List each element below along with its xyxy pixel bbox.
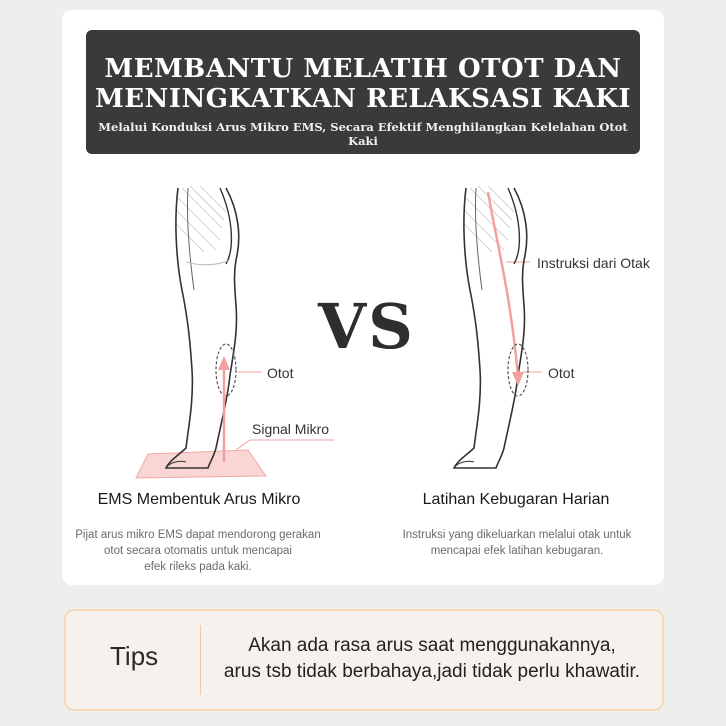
tips-divider <box>200 625 201 695</box>
left-desc-line: otot secara otomatis untuk mencapai <box>104 545 292 557</box>
signal-label: Signal Mikro <box>252 421 330 437</box>
right-desc-line: Instruksi yang dikeluarkan melalui otak untuk <box>402 529 632 541</box>
left-desc-line: efek rileks pada kaki. <box>144 561 252 573</box>
right-caption-desc <box>386 527 648 559</box>
tips-box <box>64 609 664 711</box>
vs-label: VS <box>318 290 415 363</box>
tips-line2: arus tsb tidak berbahaya,jadi tidak perlu khawatir. <box>223 661 641 682</box>
tips-line1: Akan ada rasa arus saat menggunakannya, <box>248 635 616 656</box>
left-caption-desc <box>60 527 336 575</box>
left-desc-line: Pijat arus mikro EMS dapat mendorong gerakan <box>75 529 321 541</box>
right-muscle-label: Otot <box>548 365 575 381</box>
tips-label: Tips <box>110 641 159 671</box>
right-caption-title: Latihan Kebugaran Harian <box>422 491 610 508</box>
banner-subtitle: Melalui Konduksi Arus Mikro EMS, Secara Efektif Menghilangkan Kelelahan Otot Kaki <box>98 120 628 148</box>
banner-title-line1: MEMBANTU MELATIH OTOT DAN <box>104 54 622 84</box>
left-muscle-label: Otot <box>267 365 294 381</box>
right-desc-line: mencapai efek latihan kebugaran. <box>430 545 604 557</box>
right-leg-illustration <box>418 180 558 480</box>
brain-instruction-label: Instruksi dari Otak <box>537 255 650 271</box>
left-caption-title: EMS Membentuk Arus Mikro <box>97 491 301 508</box>
banner-title-line2: MENINGKATKAN RELAKSASI KAKI <box>94 84 632 114</box>
